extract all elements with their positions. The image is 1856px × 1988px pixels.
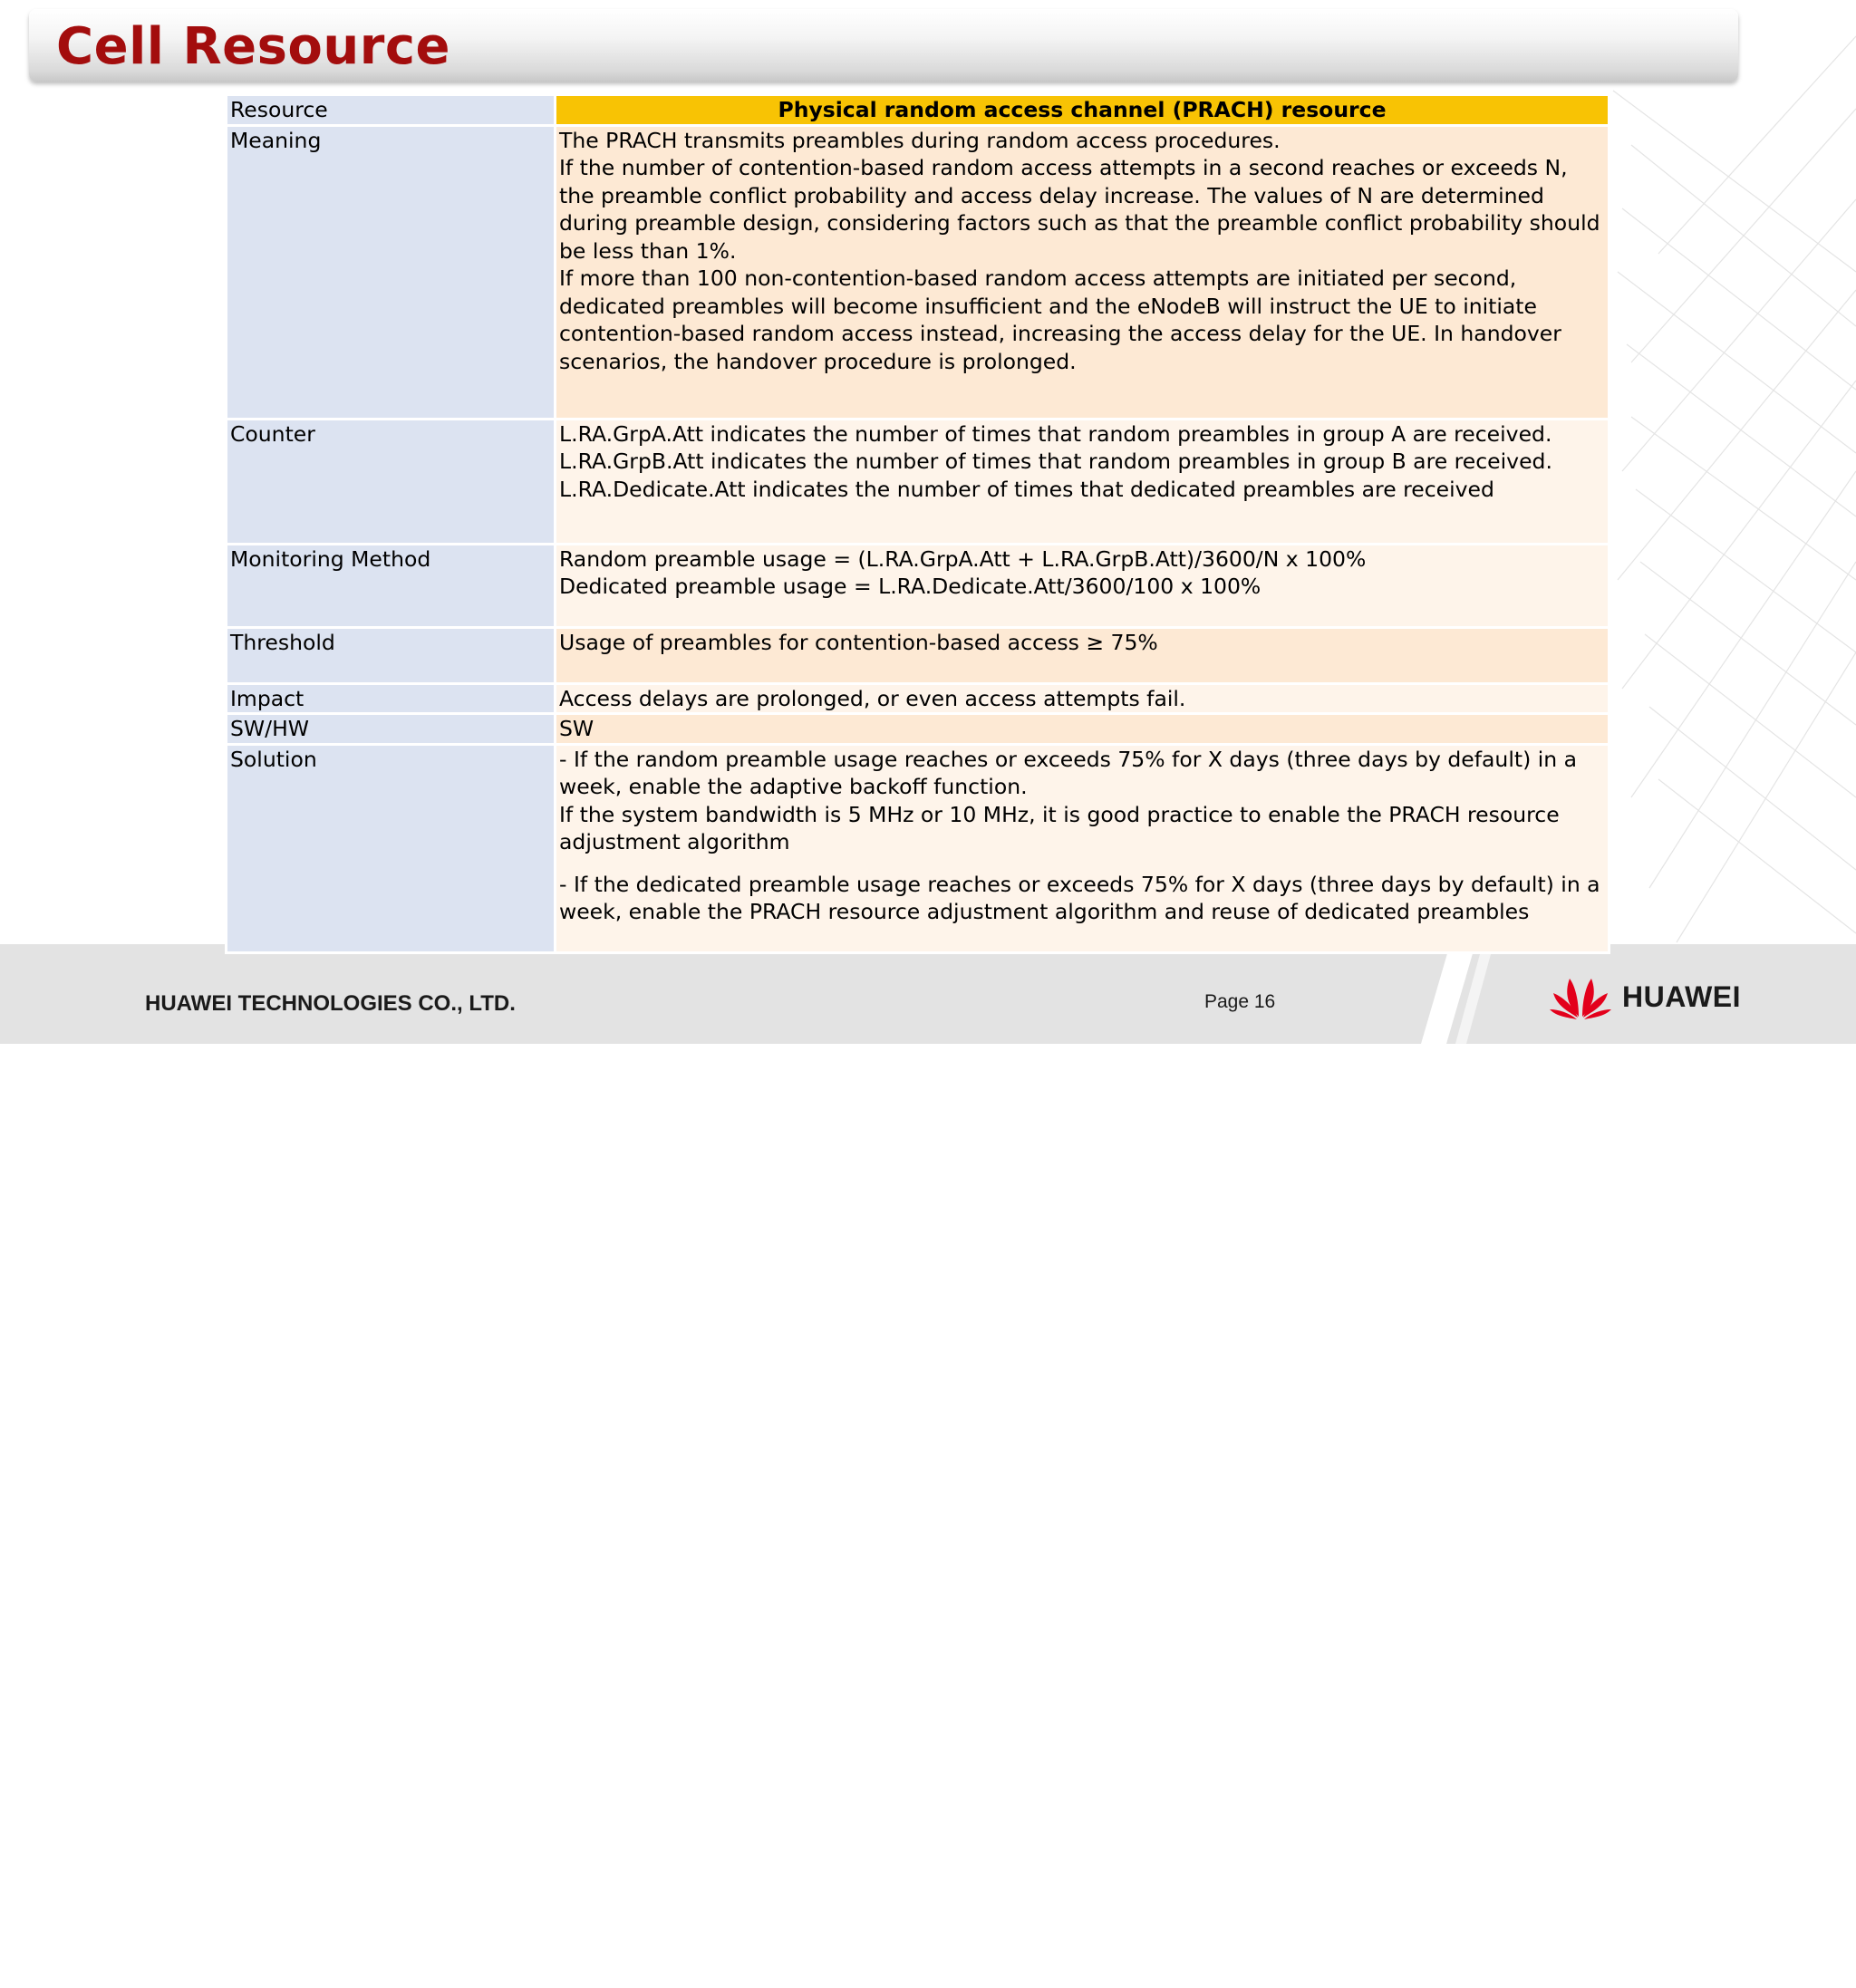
huawei-petal-logo-icon [1548, 970, 1613, 1024]
monitoring-text-1: Random preamble usage = (L.RA.GrpA.Att + L.RA.GrpB.Att)/3600/N x 100% [559, 545, 1367, 572]
table-row-meaning [227, 125, 1610, 419]
paragraph-spacer [559, 856, 1605, 871]
table-row-threshold [227, 627, 1610, 683]
counter-text-3: L.RA.Dedicate.Att indicates the number of times that dedicated preambles are received [559, 476, 1494, 502]
row-value-sw-hw: SW [556, 714, 1610, 745]
row-value-threshold: Usage of preambles for contention-based access ≥ 75% [556, 627, 1610, 683]
counter-text-2: L.RA.GrpB.Att indicates the number of times that random preambles in group B are received. [559, 449, 1552, 474]
row-label-counter: Counter [227, 419, 556, 544]
table-row-impact [227, 683, 1610, 714]
table-row-sw-hw [227, 714, 1610, 745]
table-row-monitoring-method [227, 544, 1610, 627]
huawei-logo [1548, 970, 1765, 1024]
solution-text-3: - If the dedicated preamble usage reaches or exceeds 75% for X days (three days by default) in a week, enable the PRACH resource adjustment algorithm and reuse of dedicated preambles [559, 871, 1600, 924]
row-label-monitoring-method: Monitoring Method [227, 544, 556, 627]
table-header-row [227, 95, 1610, 126]
meaning-text-1: The PRACH transmits preambles during random access procedures. [559, 127, 1281, 153]
solution-text-1: - If the random preamble usage reaches or exceeds 75% for X days (three days by default) in a week, enable the adaptive backoff function. [559, 746, 1577, 799]
row-value-meaning [556, 125, 1610, 419]
monitoring-text-2: Dedicated preamble usage = L.RA.Dedicate.Att/3600/100 x 100% [559, 574, 1262, 599]
header-label-cell: Resource [227, 95, 556, 126]
title-bar [29, 9, 1738, 82]
row-label-solution: Solution [227, 744, 556, 952]
header-value-cell: Physical random access channel (PRACH) resource [556, 95, 1610, 126]
resource-table [225, 93, 1610, 954]
row-value-solution [556, 744, 1610, 952]
row-label-impact: Impact [227, 683, 556, 714]
counter-text-1: L.RA.GrpA.Att indicates the number of times that random preambles in group A are received. [559, 420, 1552, 447]
page-number: Page 16 [1204, 991, 1276, 1012]
meaning-text-3: If more than 100 non-contention-based random access attempts are initiated per second, dedicated preambles will become insufficient and the eNodeB will instruct the UE to initiate contention-based random access instead, increasing the access delay for the UE. In handover scenarios, the handover procedure is prolonged. [559, 265, 1561, 374]
solution-text-2: If the system bandwidth is 5 MHz or 10 MHz, it is good practice to enable the PRACH resource adjustment algorithm [559, 801, 1560, 854]
row-value-monitoring-method [556, 544, 1610, 627]
table-row-solution [227, 744, 1610, 952]
row-label-meaning: Meaning [227, 125, 556, 419]
row-label-sw-hw: SW/HW [227, 714, 556, 745]
row-label-threshold: Threshold [227, 627, 556, 683]
huawei-logo-text: HUAWEI [1622, 980, 1741, 1013]
table-row-counter [227, 419, 1610, 544]
row-value-impact: Access delays are prolonged, or even access attempts fail. [556, 683, 1610, 714]
company-name: HUAWEI TECHNOLOGIES CO., LTD. [145, 991, 516, 1016]
row-value-counter [556, 419, 1610, 544]
meaning-text-2: If the number of contention-based random access attempts in a second reaches or exceeds N, the preamble conflict probability and access delay increase. The values of N are determined during preamble design, considering factors such as that the preamble conflict probability should be less than 1%. [559, 155, 1600, 264]
slide-title: Cell Resource [56, 17, 451, 76]
